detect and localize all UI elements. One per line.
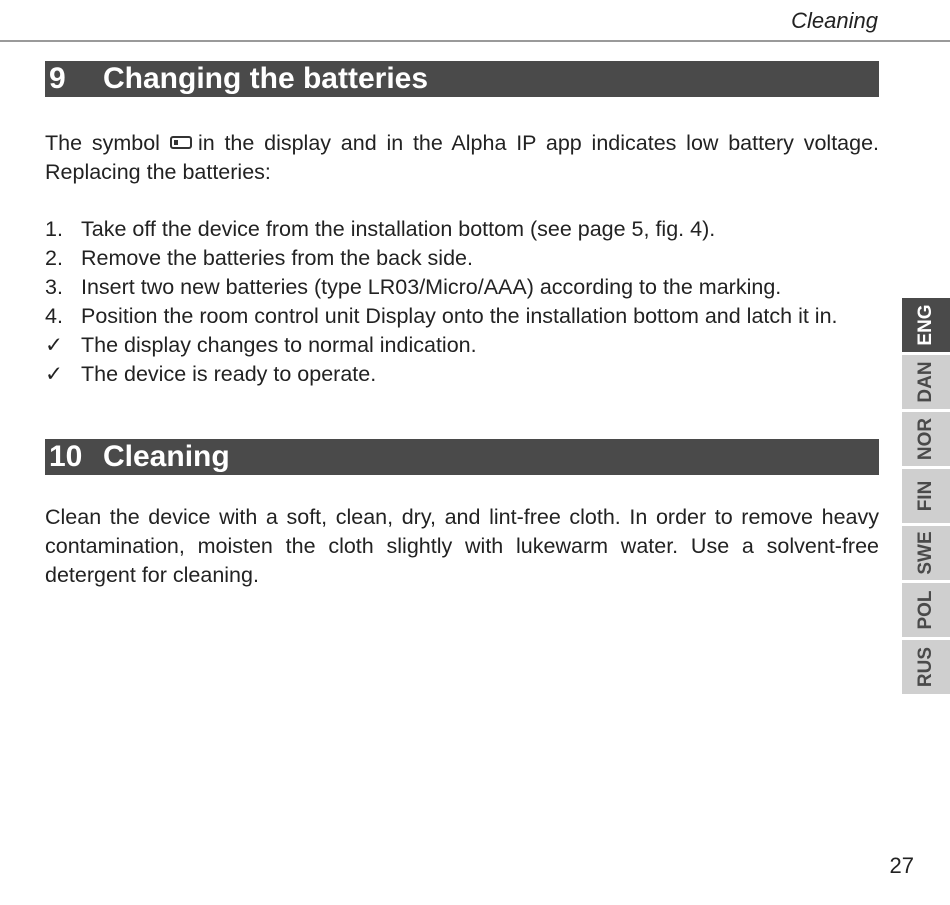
checkmark-icon: ✓ <box>45 362 64 386</box>
cleaning-paragraph: Clean the device with a soft, clean, dry, and lint-free cloth. In order to remove heavy contamination, moisten the cloth slightly with lukewarm water. Use a solvent-free detergent for cleaning. <box>45 505 879 587</box>
tab-fin[interactable] <box>902 469 950 523</box>
tab-label: DAN <box>915 361 936 403</box>
tab-swe[interactable] <box>902 526 950 580</box>
step-text: Position the room control unit Display onto the installation bottom and latch it in. <box>81 304 838 328</box>
battery-steps-list <box>45 215 879 389</box>
tab-label: FIN <box>915 480 936 512</box>
tab-label: NOR <box>915 417 936 461</box>
list-item <box>45 244 879 273</box>
intro-text-start: The symbol <box>45 131 160 155</box>
step-text: Take off the device from the installation bottom (see page 5, fig. 4). <box>81 217 716 241</box>
tab-label: ENG <box>915 304 936 346</box>
section-9-number: 9 <box>49 62 66 95</box>
step-marker: 4. <box>45 304 63 328</box>
page-number: 27 <box>889 853 914 878</box>
language-tabs <box>902 298 950 697</box>
step-marker: 1. <box>45 217 63 241</box>
header-divider <box>0 40 950 42</box>
list-item <box>45 302 879 331</box>
tab-pol[interactable] <box>902 583 950 637</box>
running-header: Cleaning <box>791 8 878 33</box>
section-9-title: Changing the batteries <box>103 62 429 95</box>
step-marker: 3. <box>45 275 63 299</box>
checkmark-icon: ✓ <box>45 333 64 357</box>
list-item <box>45 215 879 244</box>
list-item <box>45 360 879 389</box>
step-text: Insert two new batteries (type LR03/Micro/AAA) according to the marking. <box>81 275 782 299</box>
section-9-heading <box>45 61 879 97</box>
tab-eng[interactable] <box>902 298 950 352</box>
result-text: The display changes to normal indication. <box>81 333 477 357</box>
battery-intro-paragraph <box>45 129 879 187</box>
step-text: Remove the batteries from the back side. <box>81 246 473 270</box>
section-10-heading <box>45 439 879 475</box>
section-10-title: Cleaning <box>103 440 230 473</box>
tab-label: POL <box>915 590 936 630</box>
intro-text-end: in the display and in the Alpha IP app indicates low battery voltage. Replacing the batteries: <box>45 131 880 184</box>
tab-label: SWE <box>915 531 936 575</box>
low-battery-icon <box>170 136 192 149</box>
step-marker: 2. <box>45 246 63 270</box>
tab-label: RUS <box>915 646 936 688</box>
result-text: The device is ready to operate. <box>81 362 377 386</box>
tab-nor[interactable] <box>902 412 950 466</box>
section-10-number: 10 <box>49 440 83 473</box>
list-item <box>45 331 879 360</box>
list-item <box>45 273 879 302</box>
tab-rus[interactable] <box>902 640 950 694</box>
tab-dan[interactable] <box>902 355 950 409</box>
